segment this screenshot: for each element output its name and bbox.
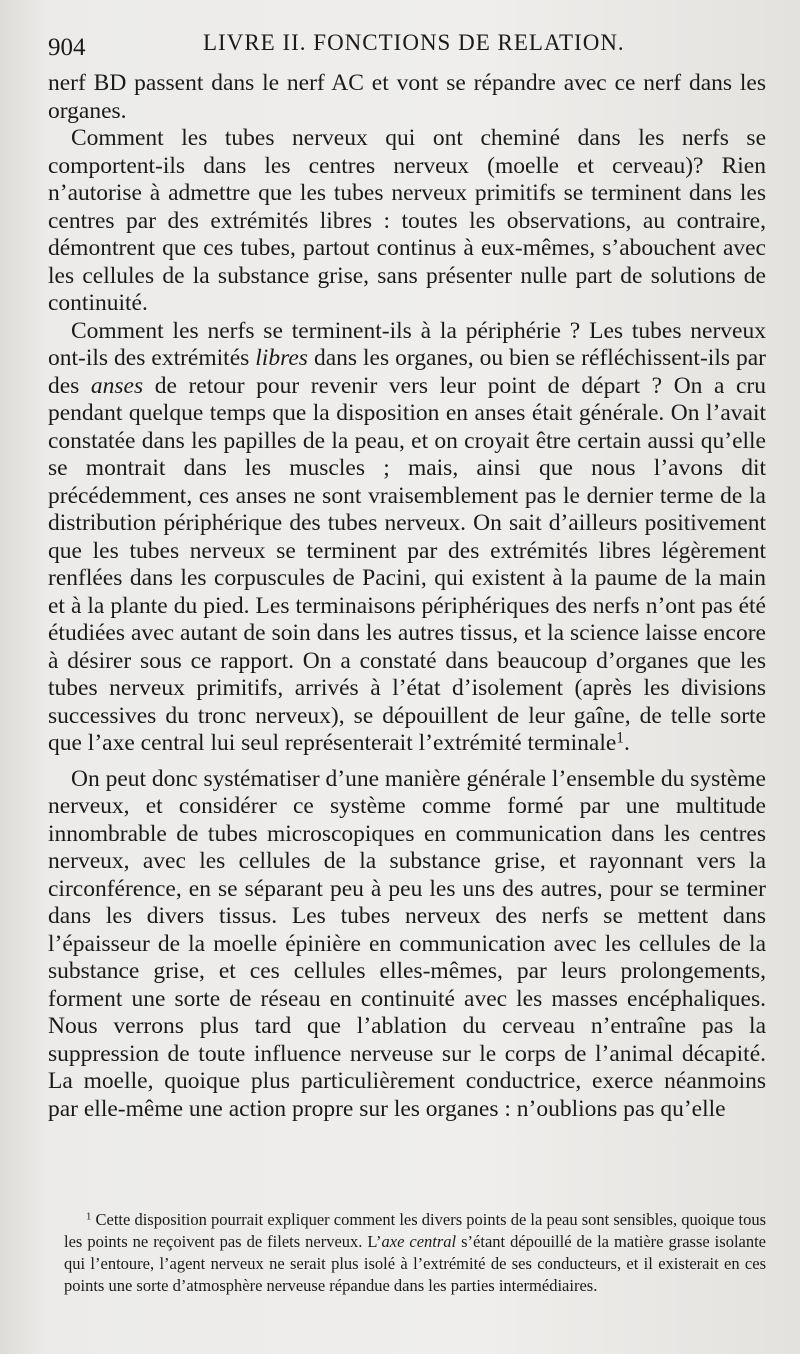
- paragraph-3-end: .: [623, 730, 630, 756]
- main-text: [48, 70, 766, 1123]
- paragraph-3-text-c: dans les organes, ou bien se réfléchissent-ils par des: [48, 345, 766, 399]
- page-header: [48, 28, 760, 62]
- italic-anses: anses: [90, 372, 144, 399]
- paragraph-3-text-a: Comment les nerfs se terminent-ils à la périphérie ? Les tubes nerveux ont-ils des extrémités: [48, 317, 766, 371]
- paragraph-3: [48, 318, 766, 758]
- footnotes: [64, 1209, 766, 1297]
- italic-libres: libres: [255, 345, 308, 371]
- footnote-text-a: Cette disposition pourrait expliquer comment les divers points de la peau sont sensibles, quoique tous les points ne reçoivent pas de filets nerveux. L’: [64, 1210, 766, 1251]
- footnote-reference: 1: [616, 729, 624, 747]
- paragraph-3-text-e: de retour pour revenir vers leur point de départ ? On a cru pendant quelque temps que la disposition en anses était générale. On l’avait constatée dans les papilles de la peau, et on croyait être certain aussi qu’elle se montrait dans les muscles ; mais, ainsi que nous l’avons dit précédemment, ces anses ne sont vraisemblement pas le dernier terme de la distribution périphérique des tubes nerveux. On sait d’ailleurs positivement que les tubes nerveux se terminent par des extrémités libres légèrement renflées dans les corpuscules de Pacini, qui existent à la paume de la main et à la plante du pied. Les terminaisons périphériques des nerfs n’ont pas été étudiées avec autant de soin dans les autres tissus, et la science laisse encore à désirer sous ce rapport. On a constaté dans beaucoup d’organes que les tubes nerveux primitifs, arrivés à l’état d’isolement (après les divisions successives du tronc nerveux), se dépouillent de leur gaîne, de telle sorte que l’axe central lui seul représenterait l’extrémité terminale: [48, 372, 766, 756]
- footnote-1: [64, 1209, 766, 1297]
- paragraph-4: On peut donc systématiser d’une manière générale l’ensemble du système nerveux, et considérer ce système comme formé par une multitude innombrable de tubes microscopiques en communication dans les centres nerveux, avec les cellules de la substance grise, et rayonnant vers la circonférence, en se séparant peu à peu les uns des autres, pour se terminer dans les divers tissus. Les tubes nerveux des nerfs se mettent dans l’épaisseur de la moelle épinière en communication avec les cellules de la substance grise, et ces cellules elles-mêmes, par leurs prolongements, forment une sorte de réseau en continuité avec les masses encéphaliques. Nous verrons plus tard que l’ablation du cerveau n’entraîne pas la suppression de toute influence nerveuse sur le corps de l’animal décapité. La moelle, quoique plus particulièrement conductrice, exerce néanmoins par elle-même une action propre sur les organes : n’oublions pas qu’elle: [48, 765, 766, 1122]
- page-number: 904: [48, 34, 86, 61]
- footnote-italic-axe-central: axe central: [381, 1232, 457, 1251]
- footnote-marker: 1: [86, 1210, 92, 1223]
- paragraph-2: Comment les tubes nerveux qui ont cheminé dans les nerfs se comportent-ils dans les centres nerveux (moelle et cerveau)? Rien n’autorise à admettre que les tubes nerveux primitifs se terminent dans les centres par des extrémités libres : toutes les observations, au contraire, démontrent que ces tubes, partout continus à eux-mêmes, s’abouchent avec les cellules de la substance grise, sans présenter nulle part de solutions de continuité.: [48, 125, 766, 316]
- running-title: LIVRE II. FONCTIONS DE RELATION.: [203, 30, 625, 55]
- footnote-text-c: s’étant dépouillé de la matière grasse isolante qui l’entoure, l’agent nerveux ne serait plus isolé à l’extrémité de ses conducteurs, et il existerait en ces points une sorte d’atmosphère nerveuse répandue dans les parties intermédiaires.: [64, 1232, 767, 1295]
- paragraph-1: nerf BD passent dans le nerf AC et vont se répandre avec ce nerf dans les organes.: [48, 70, 766, 124]
